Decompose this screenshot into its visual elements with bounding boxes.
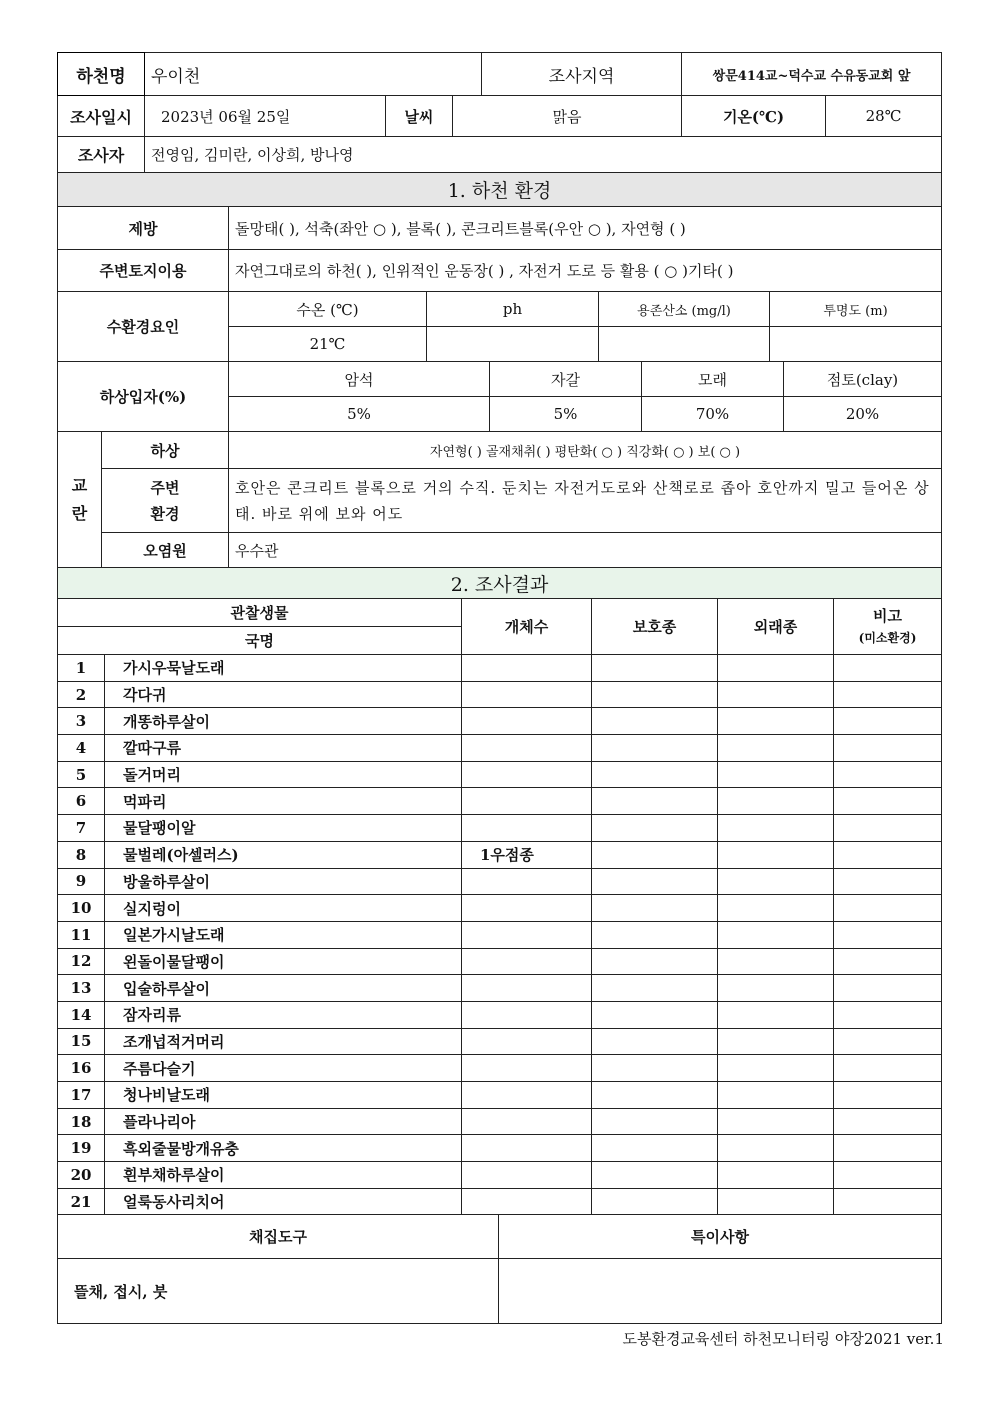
collection-tools-value: 뜰채, 접시, 붓 (58, 1259, 499, 1324)
bed-gravel-value: 5% (490, 397, 642, 432)
table-row (58, 681, 942, 708)
species-name: 잠자리류 (105, 1001, 462, 1028)
species-number: 1 (58, 655, 105, 682)
species-name: 얼룩동사리치어 (105, 1188, 462, 1215)
levee-value: 돌망태( ), 석축(좌안 ○ ), 블록( ), 콘크리트블록(우안 ○ ), 자연형 ( ) (229, 207, 942, 250)
species-count (462, 975, 592, 1002)
table-row (58, 788, 942, 815)
species-name: 가시우묵날도래 (105, 655, 462, 682)
observed-organisms-header: 관찰생물 (58, 599, 462, 627)
species-count (462, 921, 592, 948)
species-note (834, 921, 942, 948)
species-note (834, 655, 942, 682)
land-use-value: 자연그대로의 하천( ), 인위적인 운동장( ) , 자전거 도로 등 활용 ( ○ )기타( ) (229, 250, 942, 292)
species-number: 15 (58, 1028, 105, 1055)
species-protected (592, 1001, 718, 1028)
temperature-label: 기온(℃) (682, 96, 826, 137)
water-factors-label: 수환경요인 (58, 292, 229, 362)
table-row (58, 1188, 942, 1215)
table-row (58, 841, 942, 868)
species-name: 개똥하루살이 (105, 708, 462, 735)
results-table (57, 567, 942, 1215)
species-protected (592, 1028, 718, 1055)
protected-species-header: 보호종 (592, 599, 718, 655)
dissolved-oxygen-value (599, 327, 770, 362)
bed-state-value: 자연형( ) 골재채취( ) 평탄화( ○ ) 직강화( ○ ) 보( ○ ) (229, 432, 942, 469)
bed-clay-value: 20% (784, 397, 942, 432)
species-note (834, 1162, 942, 1189)
table-row (58, 921, 942, 948)
species-count (462, 868, 592, 895)
species-number: 11 (58, 921, 105, 948)
species-note (834, 868, 942, 895)
species-name: 플라나리아 (105, 1108, 462, 1135)
species-count (462, 761, 592, 788)
species-exotic (718, 1188, 834, 1215)
bed-particle-table (57, 361, 942, 432)
species-name: 왼돌이물달팽이 (105, 948, 462, 975)
note-header-title: 비고 (873, 606, 903, 625)
bed-rock-value: 5% (229, 397, 490, 432)
species-count (462, 708, 592, 735)
pollution-source-label: 오염원 (102, 533, 229, 568)
species-count (462, 1108, 592, 1135)
species-count (462, 1082, 592, 1109)
species-exotic (718, 788, 834, 815)
species-note (834, 1082, 942, 1109)
table-row (58, 1108, 942, 1135)
species-count (462, 815, 592, 842)
species-count (462, 788, 592, 815)
surroundings-label-line1: 주변 (150, 478, 180, 497)
species-protected (592, 895, 718, 922)
species-protected (592, 1082, 718, 1109)
species-exotic (718, 761, 834, 788)
species-number: 5 (58, 761, 105, 788)
species-name: 입술하루살이 (105, 975, 462, 1002)
species-protected (592, 948, 718, 975)
river-name-label: 하천명 (58, 53, 145, 96)
water-temp-header: 수온 (℃) (229, 292, 427, 327)
species-note (834, 761, 942, 788)
surroundings-value: 호안은 콘크리트 블록으로 거의 수직. 둔치는 자전거도로와 산책로로 좁아 호안까지 밀고 들어온 상태. 바로 위에 보와 어도 (229, 469, 942, 533)
surroundings-label-line2: 환경 (150, 504, 180, 523)
table-row (58, 1055, 942, 1082)
species-number: 21 (58, 1188, 105, 1215)
species-number: 4 (58, 735, 105, 762)
bed-gravel-header: 자갈 (490, 362, 642, 397)
species-name: 일본가시날도래 (105, 921, 462, 948)
species-note (834, 948, 942, 975)
environment-table (57, 172, 942, 362)
species-name: 깔따구류 (105, 735, 462, 762)
species-count: 1우점종 (462, 841, 592, 868)
species-exotic (718, 948, 834, 975)
species-exotic (718, 868, 834, 895)
species-name: 주름다슬기 (105, 1055, 462, 1082)
species-count (462, 1162, 592, 1189)
korean-name-header: 국명 (58, 627, 462, 655)
species-protected (592, 708, 718, 735)
table-row (58, 1001, 942, 1028)
disturbance-table (57, 431, 942, 568)
species-exotic (718, 655, 834, 682)
species-count (462, 1188, 592, 1215)
species-protected (592, 655, 718, 682)
transparency-value (770, 327, 942, 362)
species-exotic (718, 1082, 834, 1109)
species-exotic (718, 1135, 834, 1162)
species-name: 흑외줄물방개유충 (105, 1135, 462, 1162)
species-protected (592, 1188, 718, 1215)
species-number: 16 (58, 1055, 105, 1082)
species-exotic (718, 895, 834, 922)
species-number: 9 (58, 868, 105, 895)
species-number: 6 (58, 788, 105, 815)
species-note (834, 975, 942, 1002)
species-exotic (718, 1028, 834, 1055)
table-row (58, 735, 942, 762)
species-name: 조개넙적거머리 (105, 1028, 462, 1055)
species-note (834, 895, 942, 922)
species-protected (592, 1055, 718, 1082)
species-number: 8 (58, 841, 105, 868)
species-number: 19 (58, 1135, 105, 1162)
table-row (58, 1162, 942, 1189)
transparency-header: 투명도 (m) (770, 292, 942, 327)
species-count (462, 1028, 592, 1055)
species-count (462, 895, 592, 922)
species-number: 3 (58, 708, 105, 735)
species-note (834, 1108, 942, 1135)
note-header-sub: (미소환경) (858, 630, 917, 645)
species-exotic (718, 708, 834, 735)
river-name-value: 우이천 (145, 53, 482, 96)
bed-rock-header: 암석 (229, 362, 490, 397)
species-protected (592, 761, 718, 788)
species-number: 20 (58, 1162, 105, 1189)
water-temp-value: 21℃ (229, 327, 427, 362)
species-number: 2 (58, 681, 105, 708)
surroundings-label (102, 469, 229, 533)
species-note (834, 1001, 942, 1028)
surveyor-value: 전영임, 김미란, 이상희, 방나영 (145, 137, 942, 173)
levee-label: 제방 (58, 207, 229, 250)
species-note (834, 841, 942, 868)
species-protected (592, 868, 718, 895)
species-number: 13 (58, 975, 105, 1002)
species-note (834, 1055, 942, 1082)
species-name: 실지렁이 (105, 895, 462, 922)
footer-text: 도봉환경교육센터 하천모니터링 야장2021 ver.1 (622, 1330, 944, 1348)
species-note (834, 1135, 942, 1162)
species-exotic (718, 1162, 834, 1189)
bed-particle-label: 하상입자(%) (58, 362, 229, 432)
species-protected (592, 735, 718, 762)
species-number: 17 (58, 1082, 105, 1109)
bed-state-label: 하상 (102, 432, 229, 469)
species-number: 12 (58, 948, 105, 975)
ph-header: ph (427, 292, 599, 327)
table-row (58, 868, 942, 895)
note-header (834, 599, 942, 655)
species-name: 물벌레(아셀러스) (105, 841, 462, 868)
count-header: 개체수 (462, 599, 592, 655)
temperature-value: 28℃ (826, 96, 942, 137)
species-exotic (718, 841, 834, 868)
bed-sand-value: 70% (642, 397, 784, 432)
species-note (834, 708, 942, 735)
table-row (58, 761, 942, 788)
special-notes-value (499, 1259, 942, 1324)
weather-label: 날씨 (386, 96, 453, 137)
ph-value (427, 327, 599, 362)
weather-value: 맑음 (453, 96, 682, 137)
species-count (462, 1055, 592, 1082)
pollution-source-value: 우수관 (229, 533, 942, 568)
species-name: 물달팽이알 (105, 815, 462, 842)
species-protected (592, 841, 718, 868)
surveyor-label: 조사자 (58, 137, 145, 173)
species-protected (592, 1162, 718, 1189)
table-row (58, 1135, 942, 1162)
species-exotic (718, 1055, 834, 1082)
species-name: 먹파리 (105, 788, 462, 815)
species-count (462, 655, 592, 682)
bed-sand-header: 모래 (642, 362, 784, 397)
species-name: 흰부채하루살이 (105, 1162, 462, 1189)
species-count (462, 735, 592, 762)
dissolved-oxygen-header: 용존산소 (mg/l) (599, 292, 770, 327)
species-name: 각다귀 (105, 681, 462, 708)
land-use-label: 주변토지이용 (58, 250, 229, 292)
table-row (58, 815, 942, 842)
species-number: 18 (58, 1108, 105, 1135)
special-notes-label: 특이사항 (499, 1215, 942, 1259)
section-environment-title: 1. 하천 환경 (58, 173, 942, 207)
species-count (462, 1135, 592, 1162)
species-note (834, 788, 942, 815)
table-row (58, 1082, 942, 1109)
species-exotic (718, 975, 834, 1002)
survey-area-value: 쌍문414교~덕수교 수유동교회 앞 (682, 53, 942, 96)
table-row (58, 655, 942, 682)
species-protected (592, 788, 718, 815)
species-number: 14 (58, 1001, 105, 1028)
header-table (57, 52, 942, 173)
species-note (834, 815, 942, 842)
species-exotic (718, 921, 834, 948)
species-note (834, 1188, 942, 1215)
species-protected (592, 815, 718, 842)
bed-clay-header: 점토(clay) (784, 362, 942, 397)
species-protected (592, 681, 718, 708)
table-row (58, 975, 942, 1002)
species-count (462, 681, 592, 708)
species-exotic (718, 1108, 834, 1135)
collection-tools-label: 채집도구 (58, 1215, 499, 1259)
species-protected (592, 1135, 718, 1162)
survey-date-label: 조사일시 (58, 96, 145, 137)
species-number: 7 (58, 815, 105, 842)
table-row (58, 1028, 942, 1055)
species-name: 돌거머리 (105, 761, 462, 788)
exotic-species-header: 외래종 (718, 599, 834, 655)
species-name: 방울하루살이 (105, 868, 462, 895)
survey-area-label: 조사지역 (482, 53, 682, 96)
species-count (462, 1001, 592, 1028)
species-exotic (718, 815, 834, 842)
species-number: 10 (58, 895, 105, 922)
species-exotic (718, 681, 834, 708)
table-row (58, 895, 942, 922)
species-list (58, 655, 942, 1215)
species-note (834, 681, 942, 708)
species-note (834, 735, 942, 762)
species-protected (592, 975, 718, 1002)
species-protected (592, 921, 718, 948)
survey-date-value: 2023년 06월 25일 (145, 96, 386, 137)
disturbance-label (58, 432, 102, 568)
species-count (462, 948, 592, 975)
table-row (58, 948, 942, 975)
species-name: 청나비날도래 (105, 1082, 462, 1109)
table-row (58, 708, 942, 735)
tools-table (57, 1214, 942, 1324)
species-exotic (718, 1001, 834, 1028)
section-results-title: 2. 조사결과 (58, 568, 942, 599)
survey-sheet (57, 52, 941, 1324)
species-note (834, 1028, 942, 1055)
species-exotic (718, 735, 834, 762)
disturbance-label-text: 교란 (71, 475, 88, 523)
species-protected (592, 1108, 718, 1135)
